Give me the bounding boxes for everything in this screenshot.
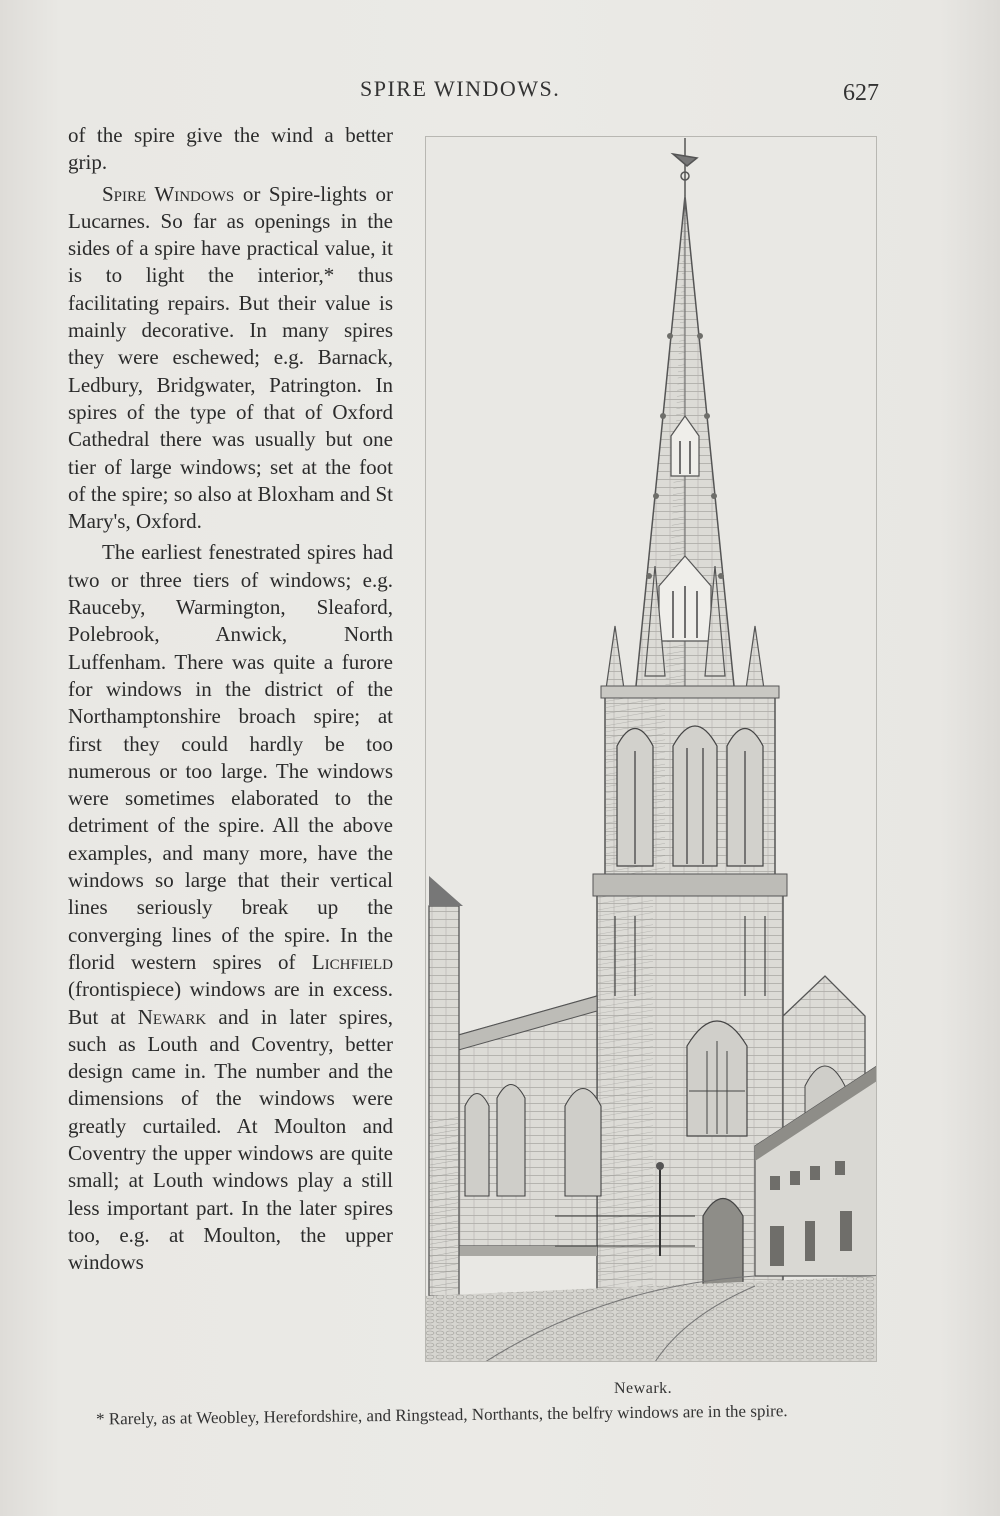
newark-engraving bbox=[425, 136, 877, 1362]
belfry-stage bbox=[601, 686, 779, 881]
paragraph-2 bbox=[68, 181, 393, 536]
term-spire-windows: Spire Windows bbox=[102, 181, 235, 206]
running-title: SPIRE WINDOWS. bbox=[360, 76, 561, 101]
page-number: 627 bbox=[843, 80, 879, 106]
footnote bbox=[60, 1400, 875, 1430]
footnote-text: Rarely, as at Weobley, Herefordshire, and Ringstead, Northants, the belfry windows are in the spire. bbox=[104, 1401, 788, 1429]
paragraph-3-text-c: and in later spires, such as Louth and Coventry, better design came in. The number and the dimensions of the windows were greatly curtailed. At Moulton and Coventry the upper windows are quite small; at Louth windows play a still less important part. In the later spires too, e.g. at Moulton, the upper windows bbox=[68, 1004, 393, 1275]
paragraph-3-text-b: (frontispiece) windows are in excess. But at bbox=[68, 977, 393, 1029]
paragraph-3 bbox=[68, 539, 393, 1276]
paragraph-1: of the spire give the wind a better grip. bbox=[68, 123, 393, 175]
term-lichfield: Lichfield bbox=[311, 949, 393, 974]
term-newark: Newark bbox=[137, 1004, 207, 1029]
paragraph-3-text-a: The earliest fenestrated spires had two or three tiers of windows; e.g. Rauceby, Warmington, Sleaford, Polebrook, Anwick, North Luffenham. There was quite a furore for windows in the district of the Northamptonshire broach spire; at first they could hardly be too numerous or too large. The windows were sometimes elaborated to the detriment of the spire. All the above examples, and many more, have the windows so large that their vertical lines seriously break up the converging lines of the spire. In the florid western spires of bbox=[68, 540, 393, 974]
footnote-marker: * bbox=[95, 1409, 105, 1429]
paragraph-2-text: or Spire-lights or Lucarnes. So far as openings in the sides of a spire have practical value, it is to light the interior,* thus facilitating repairs. But their value is mainly decorative. In many spires they were eschewed; e.g. Barnack, Ledbury, Bridgwater, Patrington. In spires of the type of that of Oxford Cathedral there was usually but one tier of large windows; set at the foot of the spire; so also at Bloxham and St Mary's, Oxford. bbox=[68, 181, 393, 534]
left-house bbox=[429, 876, 463, 1296]
body-text-column bbox=[68, 122, 393, 1276]
figure-caption: Newark. bbox=[614, 1380, 673, 1397]
